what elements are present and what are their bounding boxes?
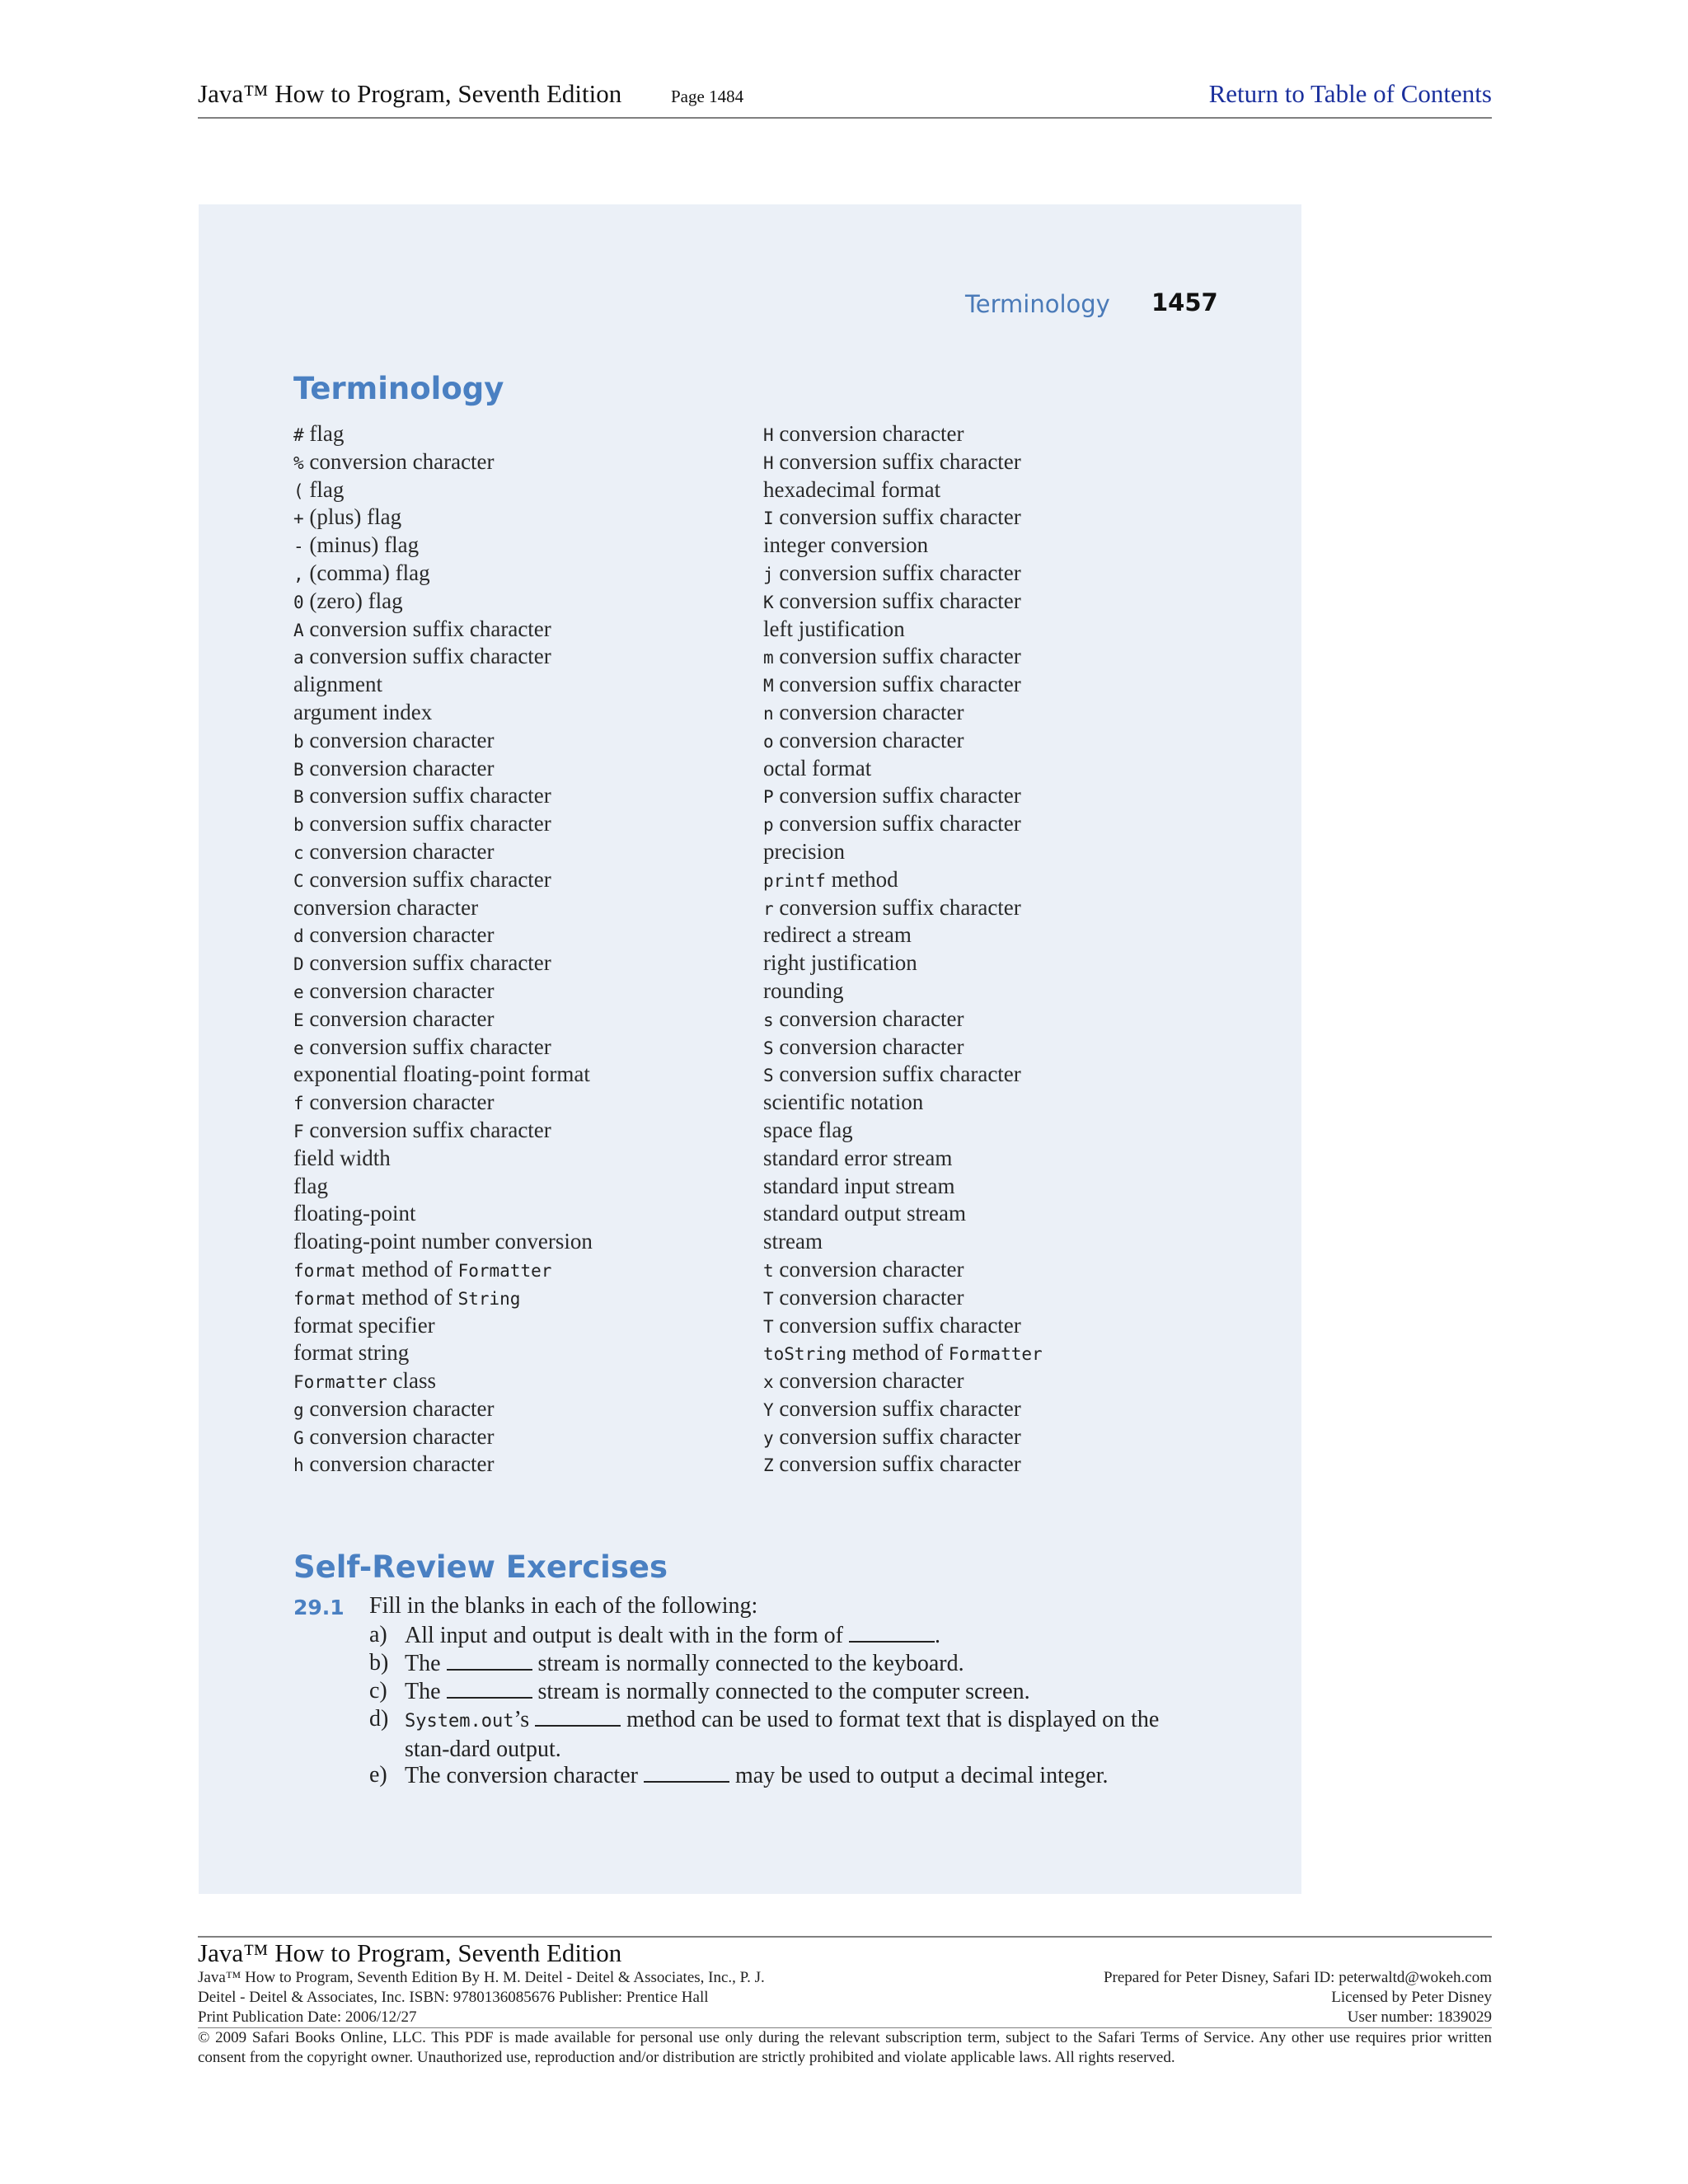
term-text: conversion suffix character <box>773 1423 1021 1449</box>
term-entry <box>293 671 755 699</box>
term-code: s <box>763 1010 774 1030</box>
term-text: conversion character <box>303 755 495 780</box>
term-text: standard output stream <box>763 1201 966 1226</box>
term-text: conversion character <box>303 977 495 1003</box>
term-entry <box>763 504 1225 532</box>
term-text: flag <box>303 476 345 502</box>
term-entry <box>293 448 755 476</box>
terms-right-column <box>763 420 1225 1479</box>
term-entry <box>293 1033 755 1062</box>
term-entry <box>293 727 755 755</box>
book-page <box>199 204 1301 1894</box>
term-entry <box>293 420 755 448</box>
term-entry <box>293 1312 755 1340</box>
term-entry <box>293 588 755 616</box>
term-code: Formatter <box>293 1372 387 1393</box>
self-review-heading: Self-Review Exercises <box>293 1549 668 1585</box>
term-entry <box>763 699 1225 727</box>
term-entry <box>763 588 1225 616</box>
term-entry <box>293 1395 755 1423</box>
exercise-text-after: . <box>934 1623 940 1648</box>
term-entry <box>293 866 755 894</box>
term-code: G <box>293 1427 304 1448</box>
term-text: conversion character <box>773 1284 964 1310</box>
term-text: conversion character <box>773 421 964 446</box>
term-code: a <box>293 648 304 668</box>
term-code: Y <box>763 1399 774 1420</box>
term-code: C <box>293 870 304 891</box>
term-text: stream <box>763 1229 823 1254</box>
term-text: conversion character <box>303 1423 495 1449</box>
term-entry <box>293 977 755 1005</box>
term-text: class <box>387 1368 437 1394</box>
term-entry <box>763 643 1225 671</box>
term-text: conversion character <box>303 727 495 752</box>
term-code: d <box>293 926 304 947</box>
term-code: B <box>293 759 304 780</box>
term-text: (plus) flag <box>303 504 402 530</box>
term-entry <box>293 616 755 644</box>
term-text: argument index <box>293 699 433 724</box>
footer-license-line: Prepared for Peter Disney, Safari ID: peterwaltd@wokeh.com <box>1103 1969 1492 1986</box>
term-text: conversion suffix character <box>303 783 551 808</box>
term-entry <box>293 1284 755 1312</box>
term-text: conversion character <box>303 1090 495 1115</box>
term-text: (comma) flag <box>303 560 430 585</box>
term-entry <box>293 1089 755 1117</box>
term-entry <box>293 1005 755 1033</box>
term-text: alignment <box>293 672 382 697</box>
term-code: toString <box>763 1344 847 1365</box>
term-text: flag <box>303 421 345 446</box>
term-code: T <box>763 1316 774 1337</box>
term-code: printf <box>763 870 826 891</box>
term-entry <box>293 894 755 922</box>
term-entry <box>293 560 755 588</box>
term-text: floating-point number conversion <box>293 1229 593 1254</box>
term-entry <box>763 949 1225 977</box>
term-code: format <box>293 1288 356 1309</box>
term-entry <box>763 1367 1225 1395</box>
term-entry <box>763 1117 1225 1145</box>
exercise-item-text <box>405 1705 1196 1764</box>
term-text: conversion character <box>773 1368 964 1394</box>
footer-pub-line: Print Publication Date: 2006/12/27 <box>198 2008 416 2028</box>
exercise-text-before: The conversion character <box>405 1763 644 1788</box>
term-text: conversion suffix character <box>303 1033 551 1059</box>
term-text: conversion character <box>303 1005 495 1031</box>
term-code: Formatter <box>948 1344 1043 1365</box>
term-entry <box>293 699 755 727</box>
term-code: h <box>293 1455 304 1476</box>
term-entry <box>763 727 1225 755</box>
term-entry <box>763 782 1225 810</box>
term-text: method of <box>846 1340 949 1366</box>
term-text: space flag <box>763 1117 853 1142</box>
term-code: format <box>293 1260 356 1281</box>
term-entry <box>293 949 755 977</box>
footer-book-title: Java™ How to Program, Seventh Edition <box>198 1938 622 1967</box>
exercise-text-after: method can be used to format text that is displayed on the stan-dard output. <box>405 1707 1160 1762</box>
term-code: n <box>763 703 774 724</box>
term-entry <box>293 643 755 671</box>
term-entry <box>763 1145 1225 1173</box>
term-code: b <box>293 731 304 752</box>
term-text: precision <box>763 838 845 864</box>
term-text: conversion suffix character <box>773 1312 1021 1338</box>
term-code: I <box>763 509 774 529</box>
term-entry <box>763 977 1225 1005</box>
term-code: p <box>763 815 774 836</box>
term-text: redirect a stream <box>763 922 912 948</box>
term-text: conversion character <box>303 838 495 864</box>
term-entry <box>763 476 1225 504</box>
term-text: conversion character <box>303 1395 495 1421</box>
exercise-text-after: stream is normally connected to the computer screen. <box>532 1679 1030 1704</box>
term-code: g <box>293 1399 304 1420</box>
term-entry <box>293 755 755 783</box>
term-entry <box>293 1423 755 1451</box>
term-code: 0 <box>293 592 304 612</box>
term-text: octal format <box>763 755 872 780</box>
exercise-item-label: b) <box>369 1650 389 1675</box>
term-entry <box>763 1395 1225 1423</box>
fill-in-blank <box>849 1621 935 1643</box>
term-text: conversion character <box>293 894 479 920</box>
term-code: B <box>293 787 304 808</box>
footer-license-line: User number: 1839029 <box>1347 2008 1492 2026</box>
term-text: conversion suffix character <box>773 504 1021 530</box>
term-text: conversion suffix character <box>773 644 1021 669</box>
term-code: e <box>293 982 304 1002</box>
term-code: % <box>293 452 304 473</box>
term-code: String <box>457 1288 521 1309</box>
term-code: ( <box>293 480 304 501</box>
term-text: (zero) flag <box>303 588 403 613</box>
term-text: standard input stream <box>763 1173 955 1198</box>
term-entry <box>763 1451 1225 1479</box>
term-entry <box>763 560 1225 588</box>
term-text: method of <box>355 1284 458 1310</box>
terminology-heading: Terminology <box>293 371 504 406</box>
term-text: conversion suffix character <box>303 616 551 641</box>
fill-in-blank <box>447 1649 532 1671</box>
footer-license-line: Licensed by Peter Disney <box>1331 1989 1492 2006</box>
term-entry <box>763 1089 1225 1117</box>
term-text: method <box>825 866 898 892</box>
exercise-code: System.out <box>405 1711 514 1732</box>
term-code: r <box>763 898 774 919</box>
term-text: exponential floating-point format <box>293 1062 590 1087</box>
term-code: x <box>763 1372 774 1393</box>
exercise-item-label: c) <box>369 1678 387 1704</box>
term-code: K <box>763 592 774 612</box>
term-entry <box>763 532 1225 560</box>
term-text: conversion character <box>773 1005 964 1031</box>
term-entry <box>763 1423 1225 1451</box>
term-entry <box>763 1339 1225 1367</box>
term-text: (minus) flag <box>303 532 420 558</box>
term-entry <box>293 810 755 838</box>
term-text: left justification <box>763 616 905 641</box>
term-text: conversion suffix character <box>773 1451 1021 1477</box>
book-page-number: 1457 <box>1151 288 1218 316</box>
term-code: H <box>763 452 774 473</box>
term-text: conversion character <box>773 727 964 752</box>
term-text: conversion suffix character <box>303 1117 551 1142</box>
term-code: F <box>293 1121 304 1141</box>
term-code: H <box>763 425 774 445</box>
term-code: o <box>763 731 774 752</box>
exercise-item-label: d) <box>369 1706 389 1732</box>
term-text: conversion character <box>773 1033 964 1059</box>
term-text: integer conversion <box>763 532 929 558</box>
term-entry <box>293 1145 755 1173</box>
term-entry <box>293 1339 755 1367</box>
term-entry <box>763 810 1225 838</box>
term-code: , <box>293 564 304 584</box>
term-entry <box>763 894 1225 922</box>
term-text: rounding <box>763 977 844 1003</box>
footer-divider <box>198 1936 1492 1938</box>
header-book-title: Java™ How to Program, Seventh Edition <box>198 79 622 108</box>
term-text: conversion suffix character <box>773 894 1021 920</box>
term-text: conversion suffix character <box>773 448 1021 474</box>
term-text: conversion suffix character <box>303 811 551 837</box>
exercise-number: 29.1 <box>293 1596 345 1619</box>
page-header <box>198 79 1492 119</box>
term-text: floating-point <box>293 1201 416 1226</box>
term-code: E <box>293 1010 304 1030</box>
exercise-text-before: All input and output is dealt with in the form of <box>405 1623 849 1648</box>
term-text: conversion suffix character <box>303 866 551 892</box>
term-entry <box>293 1228 755 1256</box>
term-text: scientific notation <box>763 1090 924 1115</box>
term-text: conversion character <box>303 448 495 474</box>
term-text: conversion suffix character <box>773 560 1021 585</box>
term-text: conversion character <box>303 922 495 948</box>
term-entry <box>293 921 755 949</box>
term-entry <box>293 1256 755 1284</box>
term-code: M <box>763 676 774 696</box>
term-entry <box>763 755 1225 783</box>
term-code: m <box>763 648 774 668</box>
header-page-label: Page 1484 <box>671 87 744 106</box>
footer-publication-info <box>198 1968 765 2028</box>
term-entry <box>763 420 1225 448</box>
running-head: Terminology <box>965 290 1110 318</box>
fill-in-blank <box>447 1677 532 1699</box>
exercise-text-after: may be used to output a decimal integer. <box>729 1763 1109 1788</box>
term-text: hexadecimal format <box>763 476 941 502</box>
term-entry <box>763 838 1225 866</box>
term-code: A <box>293 620 304 640</box>
term-text: conversion suffix character <box>773 588 1021 613</box>
return-to-toc-link[interactable]: Return to Table of Contents <box>1208 79 1492 108</box>
term-entry <box>293 532 755 560</box>
term-entry <box>293 476 755 504</box>
exercise-intro: Fill in the blanks in each of the following: <box>369 1593 758 1619</box>
exercise-text-before: The <box>405 1679 447 1704</box>
term-code: y <box>763 1427 774 1448</box>
footer-license-info <box>907 1968 1492 2027</box>
term-code: S <box>763 1066 774 1086</box>
term-entry <box>293 782 755 810</box>
term-code: c <box>293 842 304 863</box>
term-text: conversion suffix character <box>773 783 1021 808</box>
term-entry <box>763 866 1225 894</box>
term-text: conversion suffix character <box>303 950 551 976</box>
term-code: b <box>293 815 304 836</box>
term-text: format string <box>293 1340 410 1366</box>
term-text: conversion character <box>773 699 964 724</box>
term-code: t <box>763 1260 774 1281</box>
term-text: flag <box>293 1173 328 1198</box>
term-code: f <box>293 1094 304 1114</box>
term-code: e <box>293 1038 304 1058</box>
term-entry <box>293 1451 755 1479</box>
term-entry <box>763 1312 1225 1340</box>
term-text: format specifier <box>293 1312 435 1338</box>
term-text: conversion character <box>303 1451 495 1477</box>
term-entry <box>763 1173 1225 1201</box>
term-text: field width <box>293 1145 391 1170</box>
term-entry <box>763 1033 1225 1062</box>
term-text: method of <box>355 1256 458 1282</box>
term-entry <box>763 616 1225 644</box>
term-entry <box>293 504 755 532</box>
term-entry <box>763 1200 1225 1228</box>
term-text: conversion suffix character <box>773 672 1021 697</box>
term-entry <box>293 1117 755 1145</box>
term-entry <box>293 1200 755 1228</box>
term-code: # <box>293 425 304 445</box>
term-text: conversion character <box>773 1256 964 1282</box>
term-code: Z <box>763 1455 774 1476</box>
term-text: conversion suffix character <box>773 811 1021 837</box>
term-entry <box>763 1228 1225 1256</box>
fill-in-blank <box>535 1705 621 1727</box>
exercise-text-before: The <box>405 1651 447 1676</box>
term-entry <box>763 671 1225 699</box>
exercise-item-label: a) <box>369 1622 387 1647</box>
term-text: conversion suffix character <box>303 644 551 669</box>
term-entry <box>293 1367 755 1395</box>
term-entry <box>763 921 1225 949</box>
exercise-item-text <box>405 1649 1196 1678</box>
term-entry <box>763 1061 1225 1089</box>
copyright-notice: © 2009 Safari Books Online, LLC. This PDF is made available for personal use only during the relevant subscription term, subject to the Safari Terms of Service. Any other use requires prior written consent from the copyright owner. Unauthorized use, reproduction and/or distribution are strictly prohibited and violate applicable laws. All rights reserved. <box>198 2029 1492 2066</box>
term-code: T <box>763 1288 774 1309</box>
term-entry <box>763 1256 1225 1284</box>
exercise-text-before: ’s <box>513 1707 536 1732</box>
footer-pub-line: Java™ How to Program, Seventh Edition By H. M. Deitel - Deitel & Associates, Inc., P. J. <box>198 1969 765 1986</box>
term-entry <box>293 838 755 866</box>
exercise-item-text <box>405 1621 1196 1650</box>
term-code: D <box>293 954 304 975</box>
exercise-item-text <box>405 1761 1196 1790</box>
footer-pub-line: Deitel - Deitel & Associates, Inc. ISBN: 9780136085676 Publisher: Prentice Hall <box>198 1989 709 2006</box>
terms-left-column <box>293 420 755 1479</box>
fill-in-blank <box>644 1761 729 1783</box>
term-code: j <box>763 564 774 584</box>
exercise-item-label: e) <box>369 1762 387 1788</box>
term-text: right justification <box>763 950 917 976</box>
term-text: conversion suffix character <box>773 1062 1021 1087</box>
term-entry <box>293 1173 755 1201</box>
term-entry <box>763 1284 1225 1312</box>
term-code: S <box>763 1038 774 1058</box>
exercise-text-after: stream is normally connected to the keyboard. <box>532 1651 964 1676</box>
term-entry <box>293 1061 755 1089</box>
term-code: Formatter <box>457 1260 552 1281</box>
term-text: conversion suffix character <box>773 1395 1021 1421</box>
term-code: P <box>763 787 774 808</box>
term-text: standard error stream <box>763 1145 953 1170</box>
term-entry <box>763 448 1225 476</box>
term-entry <box>763 1005 1225 1033</box>
term-code: - <box>293 537 304 557</box>
exercise-item-text <box>405 1677 1196 1706</box>
term-code: + <box>293 509 304 529</box>
